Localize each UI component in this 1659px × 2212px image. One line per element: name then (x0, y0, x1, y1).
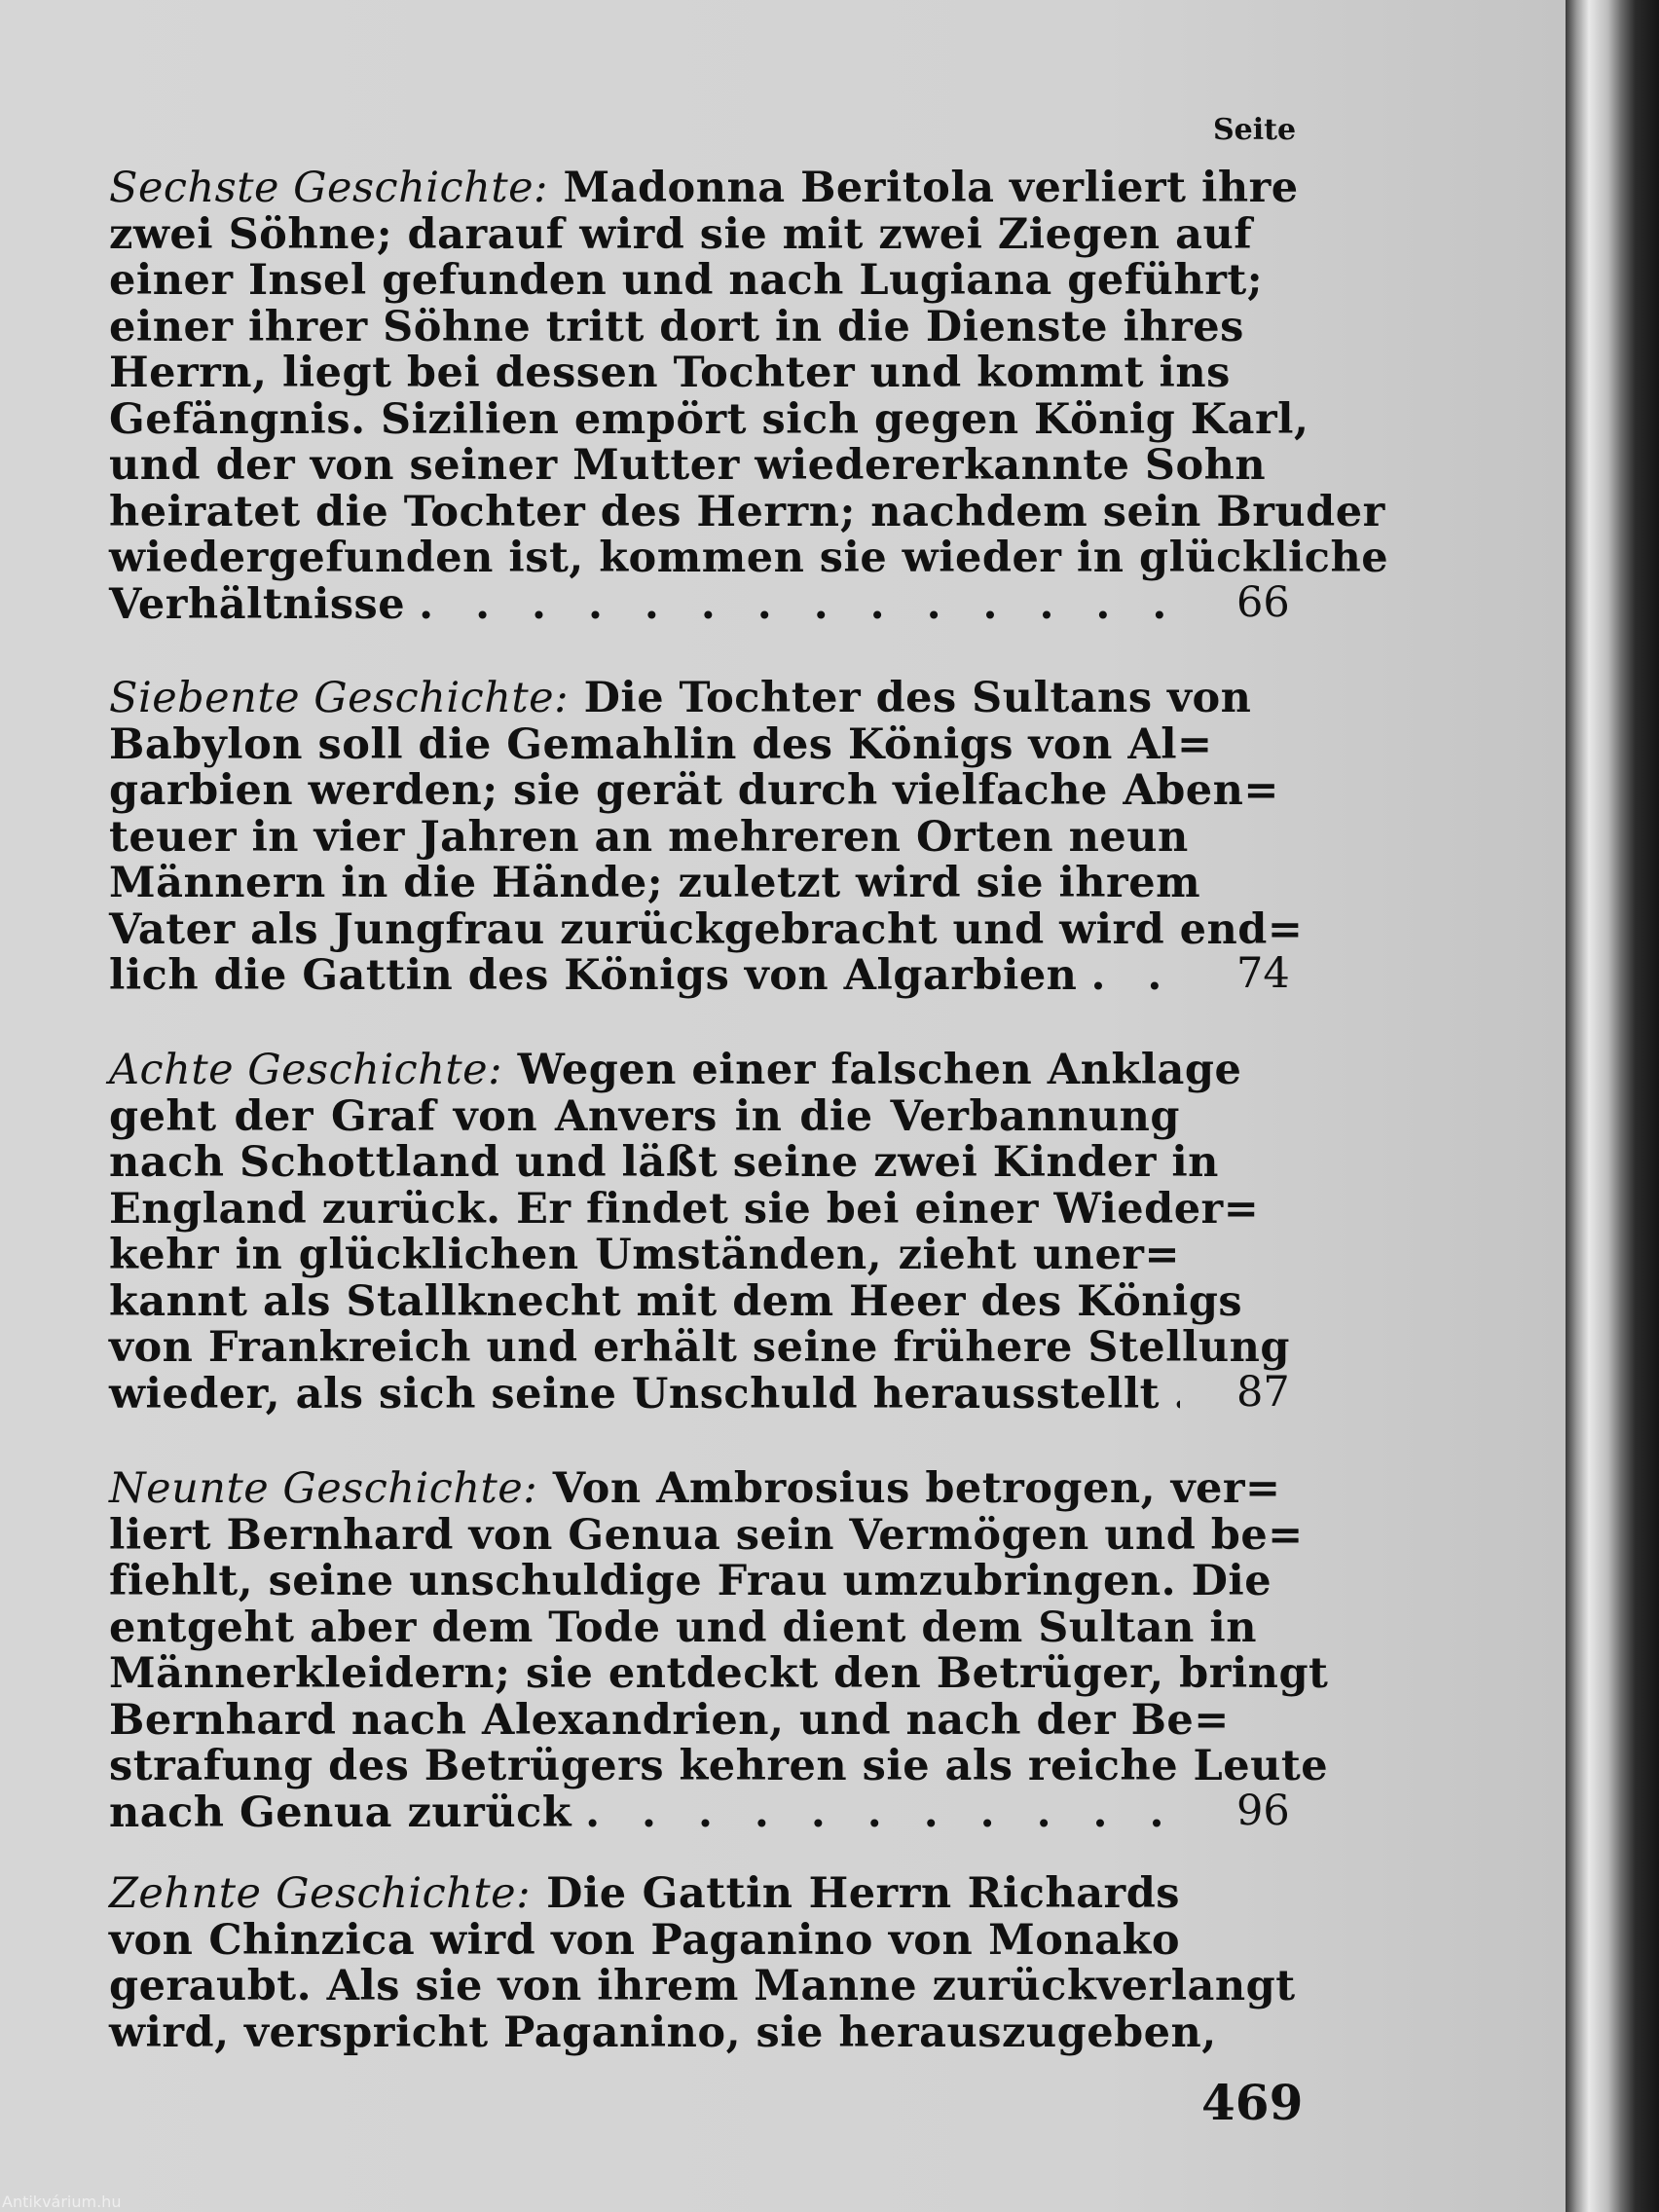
entry-line: kannt als Stallknecht mit dem Heer des Königs (109, 1276, 1243, 1326)
entry-line: wiedergefunden ist, kommen sie wieder in glückliche (109, 534, 1389, 582)
entry-line: von Chinzica wird von Paganino von Monako (109, 1915, 1180, 1965)
entry-line: garbien werden; sie gerät durch vielfache Aben= (109, 766, 1279, 815)
entry-text: Verhältnisse (109, 579, 406, 629)
entry-line: zwei Söhne; darauf wird sie mit zwei Ziegen auf (109, 209, 1253, 259)
entry-text: Von Ambrosius betrogen, ver= (552, 1464, 1281, 1513)
entry-line: Gefängnis. Sizilien empört sich gegen König Karl, (109, 394, 1309, 444)
entry-line: geraubt. Als sie von ihrem Manne zurückverlangt (109, 1962, 1296, 2010)
entry-line: einer ihrer Söhne tritt dort in die Dienste ihres (109, 302, 1244, 351)
page-number: 74 (1236, 949, 1290, 998)
entry-last-line (109, 1369, 1180, 1419)
entry-label: Achte Geschichte: (109, 1046, 503, 1094)
watermark: Antikvárium.hu (2, 2193, 122, 2211)
entry-line: heiratet die Tochter des Herrn; nachdem sein Bruder (109, 487, 1385, 536)
entry-line: einer Insel gefunden und nach Lugiana geführt; (109, 256, 1264, 305)
entry-line: Vater als Jungfrau zurückgebracht und wird end= (109, 904, 1304, 954)
entry-text: lich die Gattin des Königs von Algarbien (109, 951, 1078, 1000)
entry-line: England zurück. Er findet sie bei einer Wieder= (109, 1184, 1260, 1234)
entry-line: von Frankreich und erhält seine frühere Stellung (109, 1323, 1290, 1372)
entry-line: nach Schottland und läßt seine zwei Kinder in (109, 1138, 1219, 1187)
entry-line: Herrn, liegt bei dessen Tochter und kommt ins (109, 349, 1231, 397)
entry-line: strafung des Betrügers kehren sie als reiche Leute (109, 1742, 1329, 1790)
entry-first-line (109, 674, 1252, 722)
entry-line: liert Bernhard von Genua sein Vermögen und be= (109, 1510, 1304, 1560)
entry-first-line (109, 164, 1299, 212)
page-number: 87 (1236, 1367, 1290, 1417)
entry-text: Die Tochter des Sultans von (583, 674, 1252, 722)
page-folio: 469 (1201, 2074, 1304, 2131)
page-number: 96 (1236, 1786, 1290, 1835)
entry-line: Babylon soll die Gemahlin des Königs von Al= (109, 719, 1213, 769)
book-edge (1566, 0, 1659, 2212)
entry-line: Bernhard nach Alexandrien, und nach der Be= (109, 1695, 1230, 1745)
entry-label: Siebente Geschichte: (109, 674, 570, 722)
entry-text: Madonna Beritola verliert ihre (563, 164, 1299, 212)
dot-leader (1090, 953, 1180, 1000)
entry-first-line (109, 1046, 1242, 1094)
entry-last-line (109, 953, 1180, 1000)
entry-line: geht der Graf von Anvers in die Verbannung (109, 1091, 1180, 1141)
entry-line: kehr in glücklichen Umständen, zieht uner= (109, 1231, 1180, 1279)
entry-line: entgeht aber dem Tode und dient dem Sultan in (109, 1603, 1257, 1652)
dot-leader (419, 582, 1180, 629)
entry-label: Zehnte Geschichte: (109, 1869, 532, 1918)
entry-line: fiehlt, seine unschuldige Frau umzubringen. Die (109, 1557, 1272, 1605)
entry-text: Wegen einer falschen Anklage (517, 1046, 1242, 1094)
entry-label: Sechste Geschichte: (109, 164, 549, 212)
column-header-seite: Seite (1213, 113, 1297, 147)
dot-leader (1173, 1372, 1180, 1419)
entry-line: Männerkleidern; sie entdeckt den Betrüger, bringt (109, 1649, 1329, 1698)
entry-line: Männern in die Hände; zuletzt wird sie ihrem (109, 859, 1201, 907)
entry-last-line (109, 579, 1180, 629)
dot-leader (585, 1790, 1180, 1837)
entry-text: Die Gattin Herrn Richards (546, 1869, 1180, 1918)
entry-line: wird, verspricht Paganino, sie herauszugeben, (109, 2008, 1217, 2057)
entry-line: und der von seiner Mutter wiedererkannte Sohn (109, 441, 1267, 490)
entry-label: Neunte Geschichte: (109, 1464, 538, 1513)
entry-text: nach Genua zurück (109, 1788, 572, 1837)
entry-line: teuer in vier Jahren an mehreren Orten neun (109, 812, 1189, 862)
entry-first-line (109, 1871, 1180, 1918)
page-number: 66 (1236, 577, 1290, 627)
entry-last-line (109, 1790, 1180, 1837)
entry-first-line (109, 1464, 1281, 1513)
toc-entry (109, 1869, 1296, 2057)
entry-text: wieder, als sich seine Unschuld herausstellt (109, 1369, 1161, 1419)
